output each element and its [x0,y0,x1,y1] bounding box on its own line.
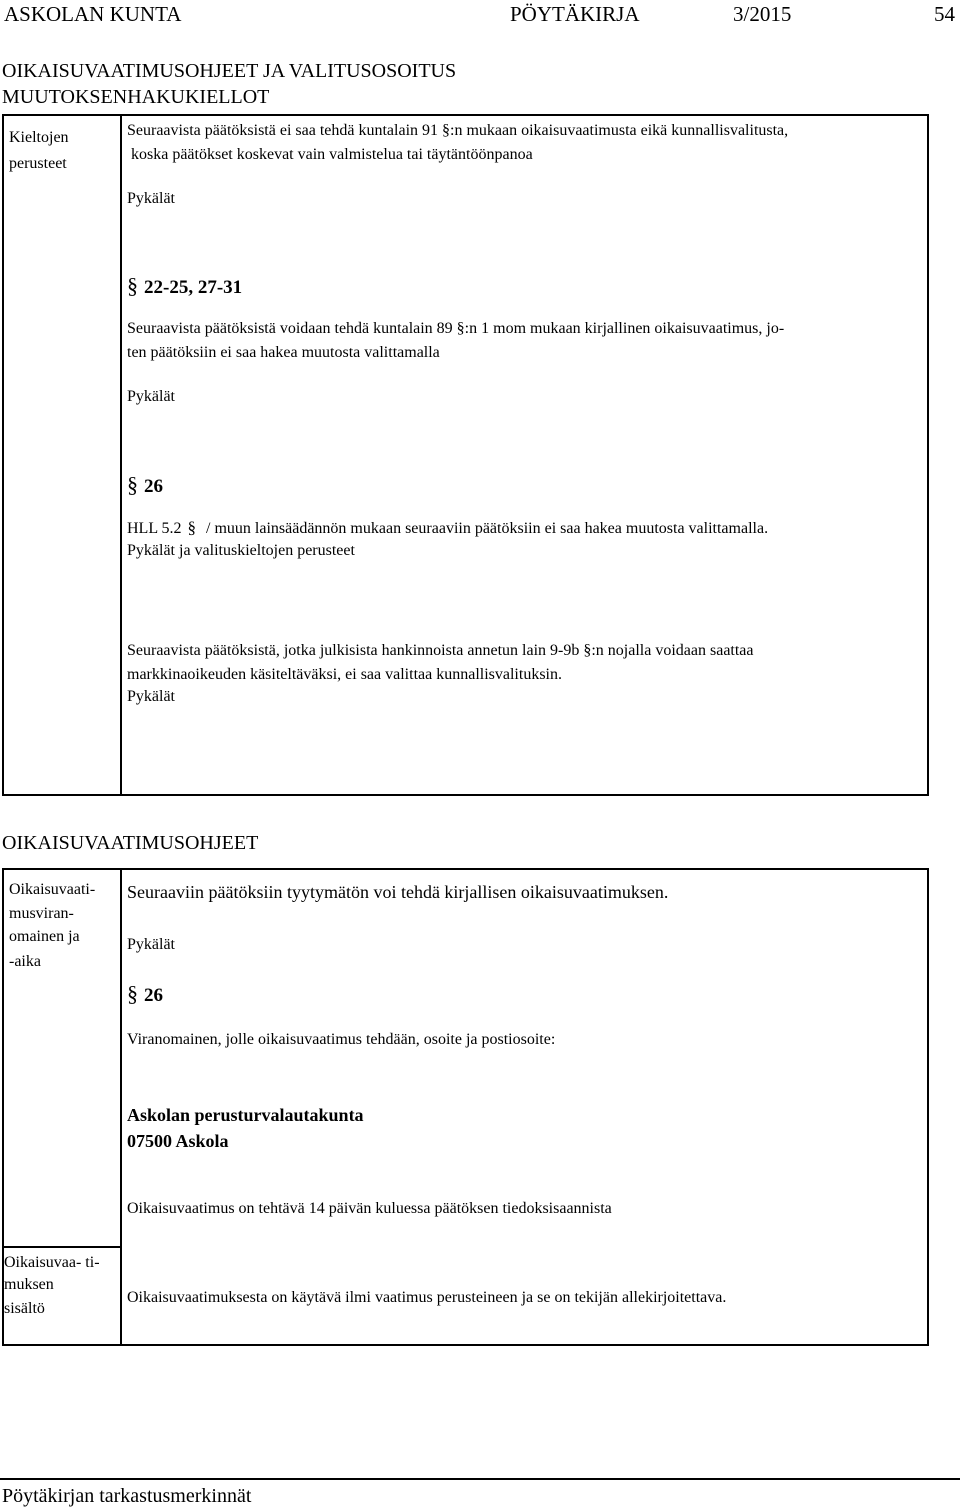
pykalat-label: Pykälät [127,190,175,207]
table-divider [120,868,122,1346]
section-numbers: 22-25, 27-31 [144,277,243,298]
section-numbers: 26 [144,985,163,1006]
header-doc-type: PÖYTÄKIRJA [510,2,640,26]
section-symbol: § [127,273,138,298]
law-reference: HLL 5.2 [127,520,182,537]
section-list-rectification [127,472,163,498]
para-procurement-2: markkinaoikeuden käsiteltäväksi, ei saa valittaa kunnallisvalituksin. [127,666,562,683]
header-doc-number: 3/2015 [733,2,792,26]
label-authority-time-3: omainen ja [9,928,80,945]
para-rectification-allowed-2: ten päätöksiin ei saa hakea muutosta valittamalla [127,344,440,361]
pykalat-label: Pykälät [127,388,175,405]
label-kieltojen: Kieltojen [9,129,69,146]
section-list-rectification [127,981,163,1007]
section-symbol: § [127,981,138,1006]
para-preparation-decisions-2: koska päätökset koskevat vain valmistelua tai täytäntöönpanoa [131,146,533,163]
section-title-appeal-bans: MUUTOKSENHAKUKIELLOT [2,86,270,108]
deadline-text: Oikaisuvaatimus on tehtävä 14 päivän kuluessa päätöksen tiedoksisaannista [127,1200,612,1217]
content-requirement: Oikaisuvaatimuksesta on käytävä ilmi vaatimus perusteineen ja se on tekijän allekirjoitettava. [127,1289,727,1306]
label-perusteet: perusteet [9,155,67,172]
authority-intro: Viranomainen, jolle oikaisuvaatimus tehdään, osoite ja postiosoite: [127,1031,556,1048]
footer-rule [0,1478,960,1480]
para-preparation-decisions: Seuraavista päätöksistä ei saa tehdä kuntalain 91 §:n mukaan oikaisuvaatimusta eikä kunnallisvalitusta, [127,122,789,139]
label-authority-time-2: musviran- [9,905,74,922]
section-symbol: § [127,472,138,497]
pykalat-label: Pykälät [127,936,175,953]
label-content-3: sisältö [4,1300,45,1317]
section-symbol: § [187,518,197,537]
section-list-no-appeal [127,273,242,299]
section-title-appeal-instructions: OIKAISUVAATIMUSOHJEET JA VALITUSOSOITUS [2,60,457,82]
label-divider [2,1246,122,1248]
pykalat-label: Pykälät [127,688,175,705]
label-authority-time-4: -aika [9,953,41,970]
header-page-number: 54 [934,2,955,26]
rectification-intro: Seuraaviin päätöksiin tyytymätön voi tehdä kirjallisen oikaisuvaatimuksen. [127,882,669,902]
footer-inspection-notes: Pöytäkirjan tarkastusmerkinnät [2,1485,252,1507]
header-municipality: ASKOLAN KUNTA [4,2,182,26]
para-other-legislation [127,518,768,538]
table-divider [120,114,122,796]
section-title-rectification: OIKAISUVAATIMUSOHJEET [2,832,259,854]
para-rectification-allowed: Seuraavista päätöksistä voidaan tehdä kuntalain 89 §:n 1 mom mukaan kirjallinen oikaisuvaatimus, jo- [127,320,785,337]
label-authority-time-1: Oikaisuvaati- [9,881,96,898]
section-numbers: 26 [144,476,163,497]
label-content-2: muksen [4,1276,54,1293]
authority-name: Askolan perusturvalautakunta [127,1105,364,1125]
label-content-1: Oikaisuvaa- ti- [4,1254,100,1271]
para-procurement: Seuraavista päätöksistä, jotka julkisista hankinnoista annetun lain 9-9b §:n nojalla voidaan saattaa [127,642,754,659]
authority-address: 07500 Askola [127,1131,229,1151]
pykalat-and-grounds: Pykälät ja valituskieltojen perusteet [127,542,355,559]
other-legislation-text: / muun lainsäädännön mukaan seuraaviin päätöksiin ei saa hakea muutosta valittamalla. [206,520,769,537]
